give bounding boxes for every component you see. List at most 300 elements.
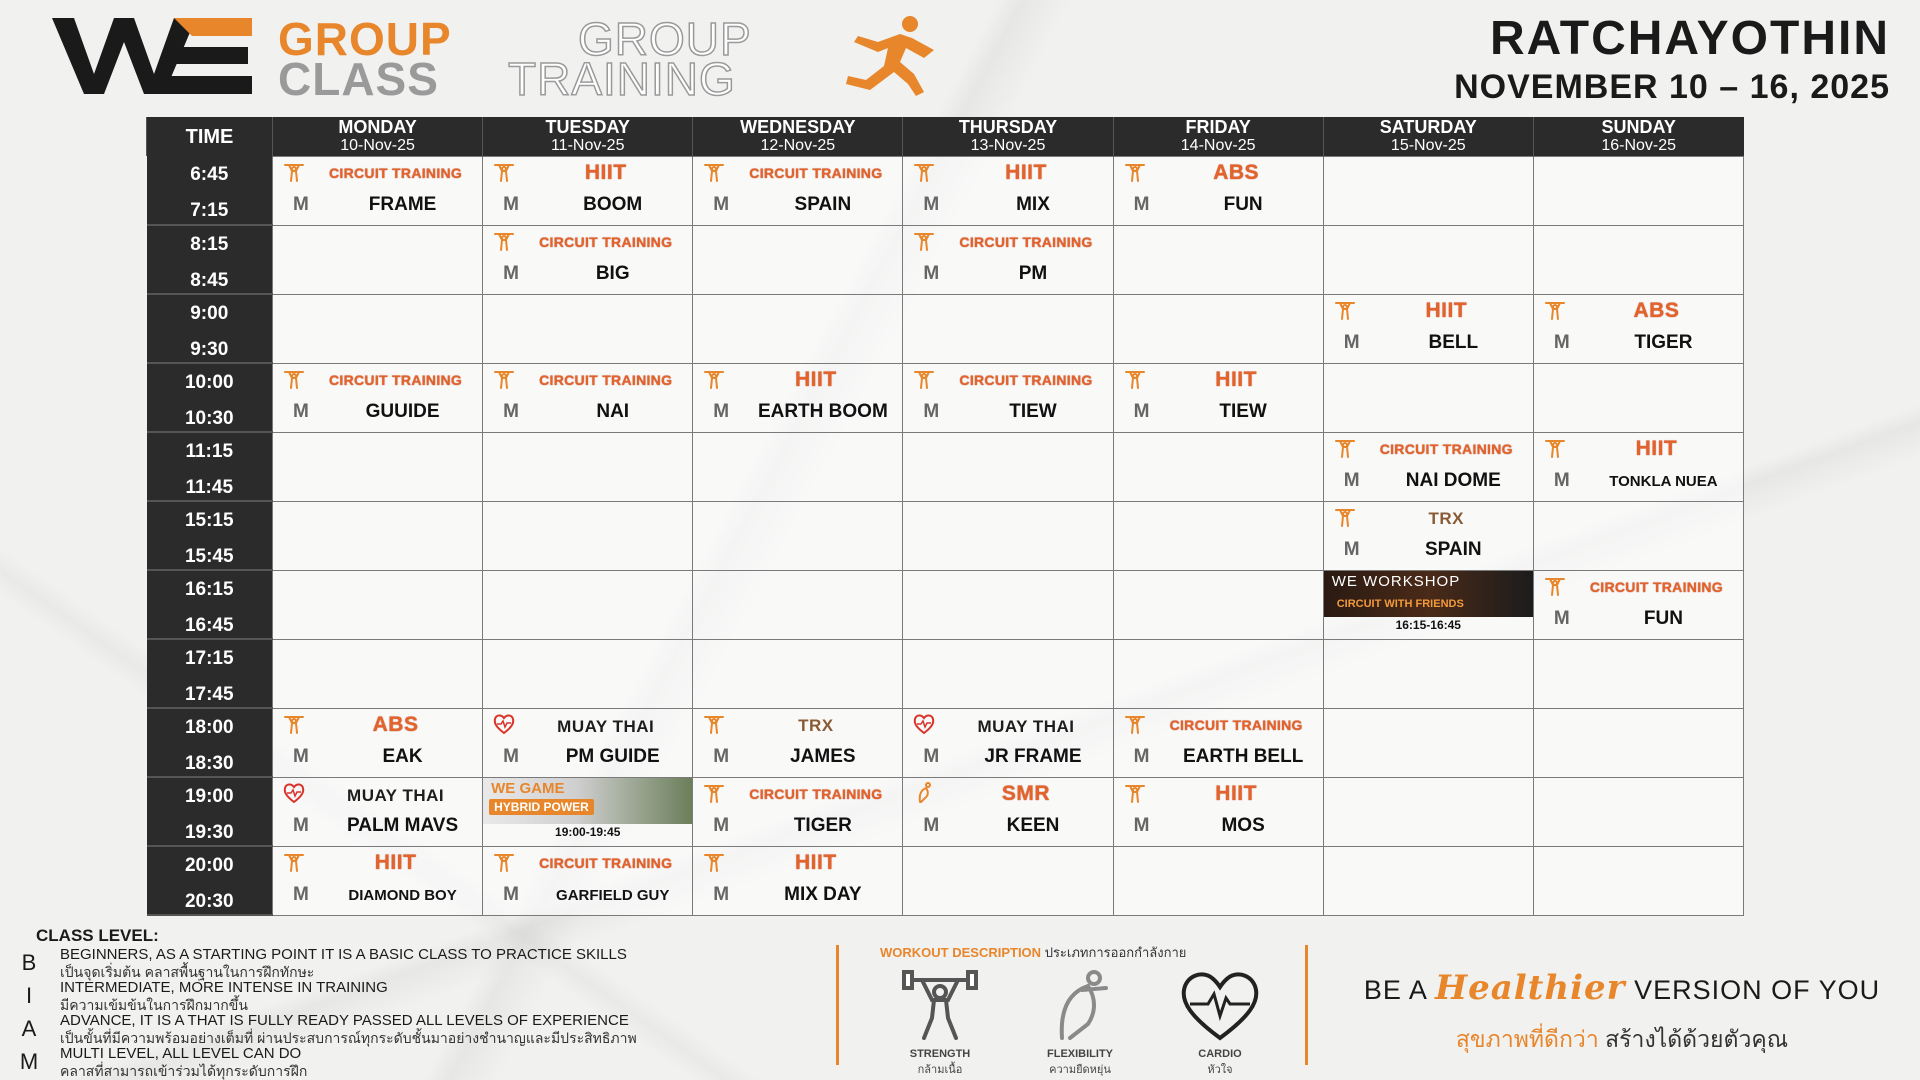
time-end: 16:45 (184, 615, 234, 636)
cardio-icon (283, 782, 305, 804)
time-start: 6:45 (190, 164, 229, 185)
runner-icon (838, 14, 938, 96)
class-name: MUAY THAI (347, 785, 445, 805)
time-slot (147, 156, 273, 225)
class-slot (693, 846, 903, 915)
strength-icon (1544, 299, 1566, 321)
class-level: M (923, 814, 940, 836)
class-slot (1113, 777, 1323, 846)
time-start: 20:00 (184, 855, 234, 876)
time-slot (147, 570, 273, 639)
day-name: MONDAY (338, 117, 417, 138)
title-group: GROUP (278, 13, 452, 65)
branch-header (1454, 14, 1890, 107)
time-start: 8:15 (190, 234, 229, 255)
class-level-legend (18, 926, 838, 1078)
class-card[interactable] (273, 778, 482, 845)
day-name: SATURDAY (1379, 117, 1477, 138)
class-slot (483, 225, 693, 294)
class-card[interactable] (903, 226, 1112, 293)
time-start: 10:00 (184, 372, 234, 393)
day-name: TUESDAY (545, 117, 630, 138)
class-slot (273, 708, 483, 777)
empty-slot (1533, 639, 1743, 708)
empty-slot (273, 501, 483, 570)
time-end: 8:45 (190, 270, 229, 291)
class-card[interactable] (693, 778, 902, 845)
strength-icon (913, 368, 935, 390)
coach-name: TIGER (793, 814, 852, 836)
time-slot-row (147, 225, 1744, 294)
empty-slot (903, 639, 1113, 708)
empty-slot (273, 570, 483, 639)
time-start: 19:00 (184, 786, 234, 807)
coach-name: PM GUIDE (565, 745, 660, 767)
empty-slot (1323, 156, 1533, 225)
class-level: M (503, 400, 519, 422)
empty-slot (273, 225, 483, 294)
empty-slot (1323, 846, 1533, 915)
class-level: M (1133, 400, 1150, 422)
class-name: CIRCUIT TRAINING (1589, 578, 1723, 595)
empty-slot (273, 639, 483, 708)
day-header-thursday (903, 117, 1113, 156)
time-end: 18:30 (184, 753, 234, 774)
coach-name: EARTH BOOM (757, 400, 888, 422)
title-group-outline: GROUP (578, 13, 752, 65)
level-desc-en: INTERMEDIATE, MORE INTENSE IN TRAINING (60, 979, 388, 996)
day-header-monday (273, 117, 483, 156)
time-slot-row (147, 156, 1744, 225)
class-level: M (1133, 745, 1150, 767)
class-card[interactable] (1114, 157, 1323, 224)
class-slot (273, 363, 483, 432)
class-card[interactable] (1324, 433, 1533, 500)
empty-slot (1113, 294, 1323, 363)
class-slot (483, 363, 693, 432)
time-slot-row (147, 639, 1744, 708)
workout-description (880, 942, 1300, 1076)
class-level: M (503, 193, 519, 215)
class-card[interactable] (1114, 709, 1323, 776)
level-desc-th: คลาสที่สามารถเข้าร่วมได้ทุกระดับการฝึก (60, 1063, 308, 1079)
class-card[interactable] (273, 709, 482, 776)
empty-slot (1533, 777, 1743, 846)
coach-name: MIX DAY (784, 883, 862, 905)
class-slot (903, 363, 1113, 432)
class-name: MUAY THAI (557, 716, 655, 736)
class-level: M (1343, 538, 1360, 560)
day-name: SUNDAY (1601, 117, 1676, 138)
coach-name: PALM MAVS (346, 814, 459, 836)
class-slot (1323, 432, 1533, 501)
coach-name: FUN (1643, 607, 1683, 629)
class-level: M (293, 400, 309, 422)
day-header-saturday (1323, 117, 1533, 156)
coach-name: TIEW (1219, 400, 1267, 422)
level-row-beginners (18, 946, 838, 979)
class-name: CIRCUIT TRAINING (959, 371, 1093, 388)
class-level: M (1553, 331, 1570, 353)
time-start: 16:15 (184, 579, 234, 600)
class-slot (903, 708, 1113, 777)
time-end: 17:45 (184, 684, 234, 705)
class-name: ABS (1633, 298, 1680, 322)
time-slot (147, 501, 273, 570)
class-level: M (713, 193, 730, 215)
empty-slot (1323, 363, 1533, 432)
class-slot (1113, 363, 1323, 432)
class-card[interactable] (483, 847, 692, 914)
class-level: M (923, 262, 940, 284)
class-slot (693, 363, 903, 432)
event-time: 19:00-19:45 (555, 824, 621, 839)
day-date: 11-Nov-25 (550, 137, 625, 155)
time-slot-row (147, 432, 1744, 501)
class-level: M (503, 262, 519, 284)
strength-icon (1124, 161, 1146, 183)
class-card[interactable] (693, 709, 902, 776)
coach-name: BELL (1428, 331, 1479, 353)
class-name: ABS (1213, 160, 1260, 184)
empty-slot (903, 570, 1113, 639)
day-header-tuesday (483, 117, 693, 156)
empty-slot (483, 570, 693, 639)
level-code: I (25, 983, 33, 1008)
coach-name: TONKLA NUEA (1609, 472, 1718, 490)
empty-slot (1113, 639, 1323, 708)
empty-slot (273, 294, 483, 363)
empty-slot (693, 432, 903, 501)
time-end: 7:15 (190, 200, 229, 221)
time-end: 9:30 (190, 339, 229, 360)
class-card[interactable] (1534, 571, 1743, 638)
level-row-advance (18, 1012, 838, 1045)
legend-label-th: ความยืดหยุ่น (1049, 1064, 1111, 1076)
empty-slot (483, 639, 693, 708)
coach-name: JAMES (790, 745, 856, 767)
coach-name: BOOM (583, 193, 643, 215)
strength-icon (900, 968, 980, 1042)
class-name: CIRCUIT TRAINING (749, 785, 883, 802)
coach-name: SPAIN (1424, 538, 1482, 560)
empty-slot (1323, 708, 1533, 777)
event-title: WE GAME (491, 779, 565, 797)
time-slot-row (147, 363, 1744, 432)
class-slot (483, 156, 693, 225)
empty-slot (693, 225, 903, 294)
coach-name: MOS (1221, 814, 1265, 836)
time-end: 19:30 (184, 822, 234, 843)
class-name: MUAY THAI (977, 716, 1075, 736)
coach-name: NAI (596, 400, 630, 422)
class-card[interactable] (903, 364, 1112, 431)
event-time: 16:15-16:45 (1395, 617, 1461, 632)
class-name: CIRCUIT TRAINING (539, 371, 673, 388)
class-level: M (713, 745, 730, 767)
class-level: M (1133, 193, 1150, 215)
class-card[interactable] (903, 157, 1112, 224)
time-slot (147, 639, 273, 708)
legend-label-th: กล้ามเนื้อ (917, 1064, 963, 1076)
cardio-icon (913, 713, 935, 735)
time-end: 10:30 (184, 408, 234, 429)
cardio-icon (1180, 968, 1260, 1042)
class-level: M (1553, 469, 1570, 491)
class-card[interactable] (483, 364, 692, 431)
time-start: 15:15 (184, 510, 234, 531)
class-level: M (1553, 607, 1570, 629)
empty-slot (903, 501, 1113, 570)
coach-name: FRAME (368, 193, 437, 215)
coach-name: FUN (1223, 193, 1263, 215)
coach-name: TIEW (1009, 400, 1057, 422)
class-name: CIRCUIT TRAINING (539, 854, 673, 871)
empty-slot (483, 294, 693, 363)
event-subtitle: HYBRID POWER (489, 799, 594, 815)
class-name: TRX (798, 715, 834, 735)
class-name: HIIT (1425, 298, 1468, 322)
day-date: 16-Nov-25 (1601, 137, 1677, 155)
class-card[interactable] (903, 778, 1112, 845)
strength-icon (493, 851, 515, 873)
time-start: 18:00 (184, 717, 234, 738)
event-slot-workshop (1323, 570, 1533, 639)
brand-title (278, 13, 938, 105)
branch-name: RATCHAYOTHIN (1489, 12, 1890, 65)
class-card[interactable] (1114, 364, 1323, 431)
class-name: HIIT (374, 850, 417, 874)
time-header: TIME (147, 117, 273, 156)
flexibility-icon (913, 782, 935, 804)
class-slot (693, 156, 903, 225)
class-name: SMR (1001, 781, 1051, 805)
strength-icon (703, 782, 725, 804)
coach-name: GUUIDE (365, 400, 440, 422)
time-slot-row (147, 501, 1744, 570)
strength-icon (493, 368, 515, 390)
schedule-table (146, 117, 1744, 916)
empty-slot (693, 501, 903, 570)
empty-slot (903, 432, 1113, 501)
class-name: CIRCUIT TRAINING (1379, 440, 1513, 457)
class-card[interactable] (1534, 295, 1743, 362)
flexibility-icon (1040, 968, 1120, 1042)
title-class: CLASS (278, 53, 439, 105)
event-banner[interactable] (483, 778, 692, 824)
class-name: HIIT (1005, 160, 1047, 184)
class-card[interactable] (1534, 433, 1743, 500)
class-card[interactable] (1114, 778, 1323, 845)
class-name: CIRCUIT TRAINING (329, 164, 463, 181)
day-name: WEDNESDAY (740, 117, 856, 138)
class-name: CIRCUIT TRAINING (329, 371, 463, 388)
time-start: 9:00 (190, 303, 229, 324)
class-name: CIRCUIT TRAINING (539, 233, 673, 250)
time-slot (147, 225, 273, 294)
empty-slot (1533, 363, 1743, 432)
class-name: HIIT (1215, 367, 1257, 391)
workout-description-title: WORKOUT DESCRIPTION ประเภทการออกกำลังกาย (880, 945, 1187, 960)
class-card[interactable] (483, 709, 692, 776)
time-slot-row (147, 294, 1744, 363)
class-slot (483, 708, 693, 777)
class-level: M (503, 745, 519, 767)
coach-name: NAI DOME (1405, 469, 1501, 491)
time-slot (147, 708, 273, 777)
day-date: 15-Nov-25 (1390, 137, 1466, 155)
class-card[interactable] (1324, 295, 1533, 362)
class-name: HIIT (1635, 436, 1678, 460)
strength-icon (1334, 506, 1356, 528)
level-row-intermediate (18, 979, 838, 1012)
day-header-row (147, 117, 1744, 156)
class-slot (903, 777, 1113, 846)
legend-label-en: STRENGTH (909, 1048, 971, 1060)
day-date: 13-Nov-25 (970, 137, 1046, 155)
empty-slot (483, 501, 693, 570)
coach-name: DIAMOND BOY (348, 886, 457, 904)
class-level: M (1343, 469, 1360, 491)
empty-slot (903, 846, 1113, 915)
class-slot (1113, 708, 1323, 777)
legend-flexibility (1020, 968, 1140, 1078)
strength-icon (703, 713, 725, 735)
tagline-en: BE A Healthier VERSION OF YOU (1363, 968, 1881, 1008)
event-slot-game (483, 777, 693, 846)
class-card[interactable] (693, 157, 902, 224)
time-slot-row (147, 846, 1744, 915)
day-name: THURSDAY (958, 117, 1058, 138)
class-card[interactable] (693, 847, 902, 914)
day-date: 14-Nov-25 (1180, 137, 1256, 155)
class-card[interactable] (483, 226, 692, 293)
empty-slot (1323, 777, 1533, 846)
legend-label-th: หัวใจ (1207, 1064, 1233, 1076)
class-slot (903, 156, 1113, 225)
coach-name: JR FRAME (984, 745, 1082, 767)
divider (1305, 945, 1308, 1065)
class-slot (1533, 432, 1743, 501)
coach-name: EAK (382, 745, 423, 767)
class-name: HIIT (795, 367, 837, 391)
empty-slot (1533, 501, 1743, 570)
strength-icon (913, 161, 935, 183)
date-range: NOVEMBER 10 – 16, 2025 (1454, 68, 1890, 107)
class-card[interactable] (273, 364, 482, 431)
class-card[interactable] (273, 157, 482, 224)
strength-icon (703, 368, 725, 390)
cardio-icon (493, 713, 515, 735)
strength-icon (703, 161, 725, 183)
class-name: CIRCUIT TRAINING (959, 233, 1093, 250)
level-row-multi (18, 1045, 838, 1078)
class-level: M (1133, 814, 1150, 836)
class-slot (483, 846, 693, 915)
strength-icon (283, 851, 305, 873)
time-end: 20:30 (184, 891, 234, 912)
empty-slot (1533, 225, 1743, 294)
coach-name: BIG (595, 262, 630, 284)
strength-icon (283, 713, 305, 735)
class-name: ABS (372, 712, 419, 736)
strength-icon (1544, 437, 1566, 459)
time-end: 11:45 (185, 477, 234, 498)
empty-slot (1113, 570, 1323, 639)
strength-icon (283, 161, 305, 183)
class-slot (903, 225, 1113, 294)
class-level: M (1343, 331, 1360, 353)
day-date: 12-Nov-25 (760, 137, 836, 155)
day-header-sunday (1533, 117, 1743, 156)
class-level: M (293, 193, 309, 215)
day-header-wednesday (693, 117, 903, 156)
strength-icon (1334, 299, 1356, 321)
level-code: M (19, 1049, 39, 1074)
class-card[interactable] (1324, 502, 1533, 569)
class-level: M (713, 883, 730, 905)
empty-slot (1113, 225, 1323, 294)
level-code: A (21, 1016, 37, 1041)
time-start: 11:15 (185, 441, 234, 462)
class-name: HIIT (584, 160, 627, 184)
event-subtitle: CIRCUIT WITH FRIENDS (1336, 597, 1464, 610)
empty-slot (1533, 708, 1743, 777)
class-card[interactable] (903, 709, 1112, 776)
empty-slot (273, 432, 483, 501)
level-desc-th: เป็นจุดเริ่มต้น คลาสพื้นฐานในการฝึกทักษะ (60, 964, 315, 980)
empty-slot (1323, 225, 1533, 294)
class-slot (273, 777, 483, 846)
coach-name: EARTH BELL (1182, 745, 1304, 767)
title-training-outline: TRAINING (508, 53, 736, 105)
class-slot (1533, 294, 1743, 363)
time-slot (147, 363, 273, 432)
empty-slot (1113, 501, 1323, 570)
we-logo (52, 18, 252, 94)
class-level: M (293, 883, 309, 905)
coach-name: TIGER (1634, 331, 1693, 353)
time-slot-row (147, 708, 1744, 777)
time-slot (147, 777, 273, 846)
class-slot (1323, 501, 1533, 570)
time-slot (147, 432, 273, 501)
strength-icon (1334, 437, 1356, 459)
empty-slot (1533, 846, 1743, 915)
class-card[interactable] (693, 364, 902, 431)
time-slot (147, 846, 273, 915)
class-card[interactable] (273, 847, 482, 914)
empty-slot (1113, 846, 1323, 915)
strength-icon (1544, 575, 1566, 597)
class-card[interactable] (483, 157, 692, 224)
strength-icon (1124, 713, 1146, 735)
empty-slot (1113, 432, 1323, 501)
day-header-friday (1113, 117, 1323, 156)
strength-icon (493, 230, 515, 252)
level-desc-en: BEGINNERS, AS A STARTING POINT IT IS A BASIC CLASS TO PRACTICE SKILLS (60, 946, 627, 963)
event-banner[interactable] (1324, 571, 1533, 617)
empty-slot (693, 294, 903, 363)
event-title: WE WORKSHOP (1331, 572, 1461, 590)
class-level: M (713, 400, 730, 422)
time-end: 15:45 (184, 546, 234, 567)
divider (836, 945, 839, 1065)
level-desc-th: มีความเข้มข้นในการฝึกมากขึ้น (60, 997, 248, 1013)
class-name: TRX (1428, 508, 1465, 528)
coach-name: SPAIN (794, 193, 852, 215)
class-name: HIIT (1215, 781, 1257, 805)
